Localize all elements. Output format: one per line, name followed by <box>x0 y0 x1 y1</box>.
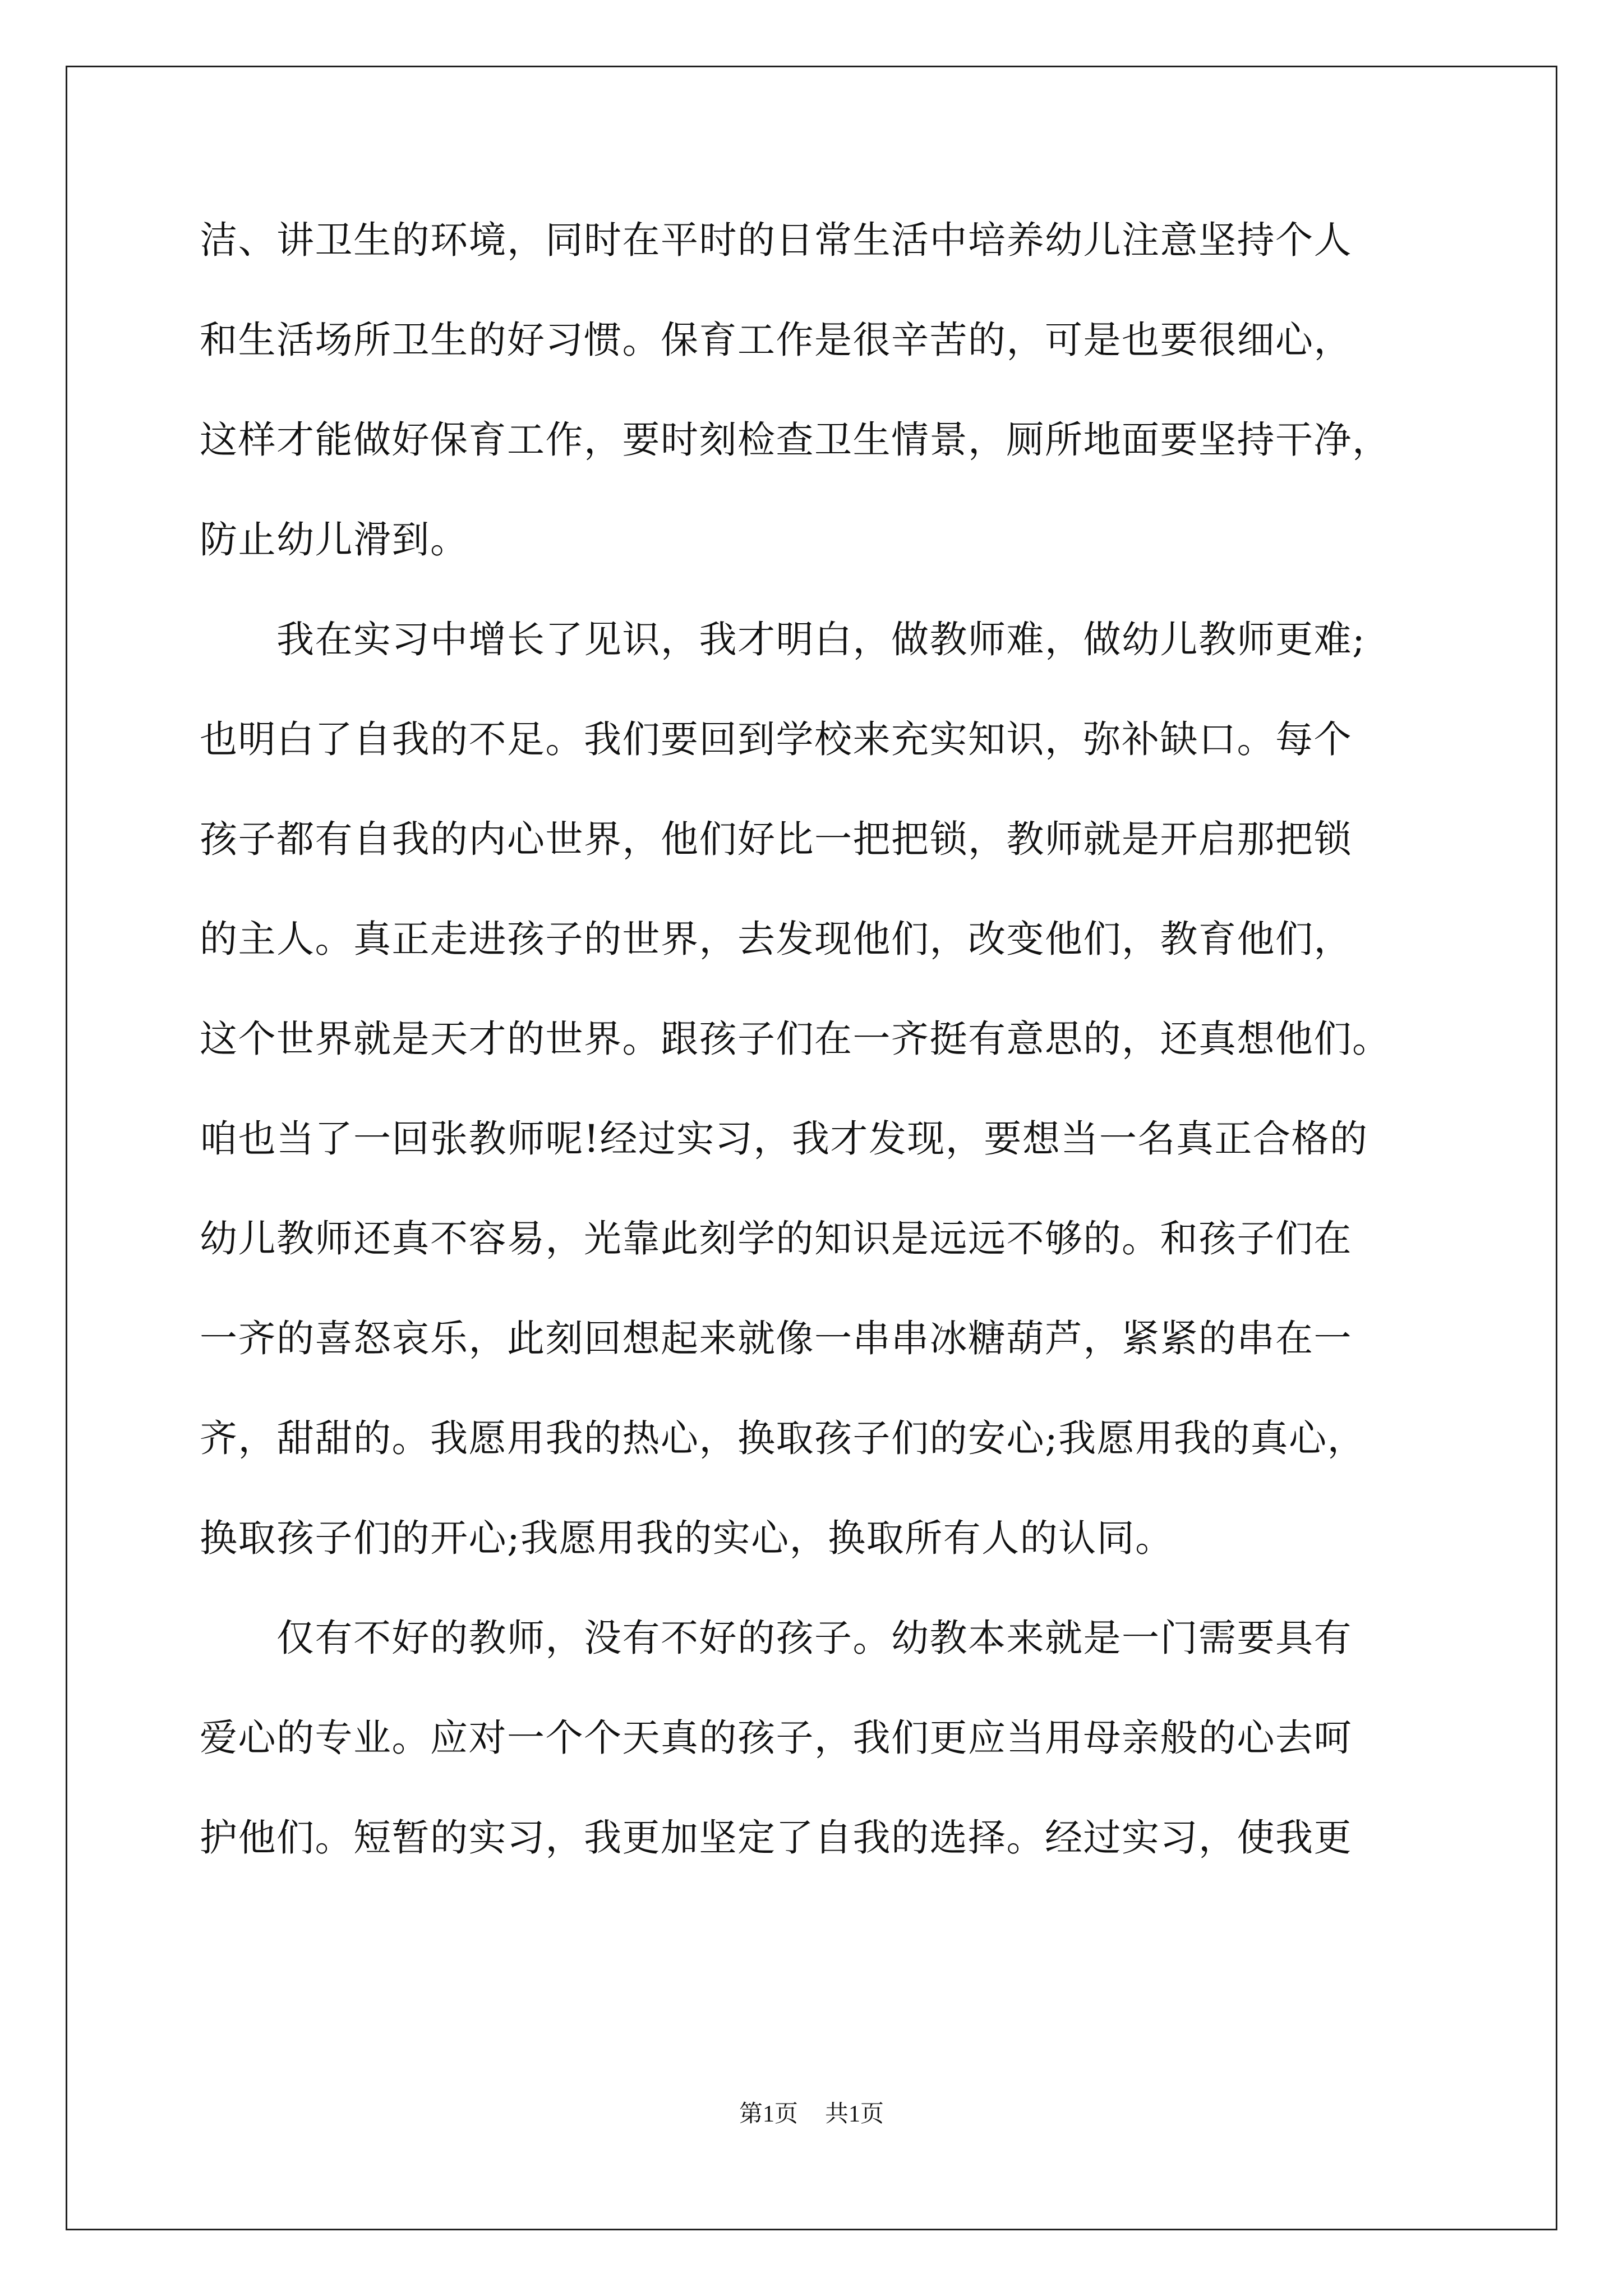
text-line: 换取孩子们的开心;我愿用我的实心，换取所有人的认同。 <box>200 1516 1174 1560</box>
text-line: 齐，甜甜的。我愿用我的热心，换取孩子们的安心;我愿用我的真心， <box>200 1416 1366 1460</box>
text-line: 孩子都有自我的内心世界，他们好比一把把锁，教师就是开启那把锁 <box>200 817 1352 861</box>
text-line: 仅有不好的教师，没有不好的孩子。幼教本来就是一门需要具有 <box>200 1616 1352 1660</box>
text-line: 幼儿教师还真不容易，光靠此刻学的知识是远远不够的。和孩子们在 <box>200 1217 1352 1260</box>
text-line: 爱心的专业。应对一个个天真的孩子，我们更应当用母亲般的心去呵 <box>200 1716 1352 1760</box>
text-line: 洁、讲卫生的环境，同时在平时的日常生活中培养幼儿注意坚持个人 <box>200 218 1352 262</box>
text-line: 咱也当了一回张教师呢!经过实习，我才发现，要想当一名真正合格的 <box>200 1117 1368 1161</box>
document-body <box>200 218 1484 1919</box>
page-number-total: 共1页 <box>825 2101 884 2127</box>
text-line: 我在实习中增长了见识，我才明白，做教师难，做幼儿教师更难; <box>200 618 1366 661</box>
text-line: 也明白了自我的不足。我们要回到学校来充实知识，弥补缺口。每个 <box>200 717 1352 761</box>
text-line: 这样才能做好保育工作，要时刻检查卫生情景，厕所地面要坚持干净， <box>200 418 1391 462</box>
text-line: 一齐的喜怒哀乐，此刻回想起来就像一串串冰糖葫芦，紧紧的串在一 <box>200 1317 1352 1360</box>
text-line: 护他们。短暂的实习，我更加坚定了自我的选择。经过实习，使我更 <box>200 1816 1352 1860</box>
text-line: 这个世界就是天才的世界。跟孩子们在一齐挺有意思的，还真想他们。 <box>200 1017 1391 1061</box>
text-line: 和生活场所卫生的好习惯。保育工作是很辛苦的，可是也要很细心， <box>200 318 1352 362</box>
text-line: 防止幼儿滑到。 <box>200 518 469 562</box>
page-number-current: 第1页 <box>739 2101 798 2127</box>
text-line: 的主人。真正走进孩子的世界，去发现他们，改变他们，教育他们， <box>200 917 1352 961</box>
page-footer <box>0 2101 1623 2128</box>
